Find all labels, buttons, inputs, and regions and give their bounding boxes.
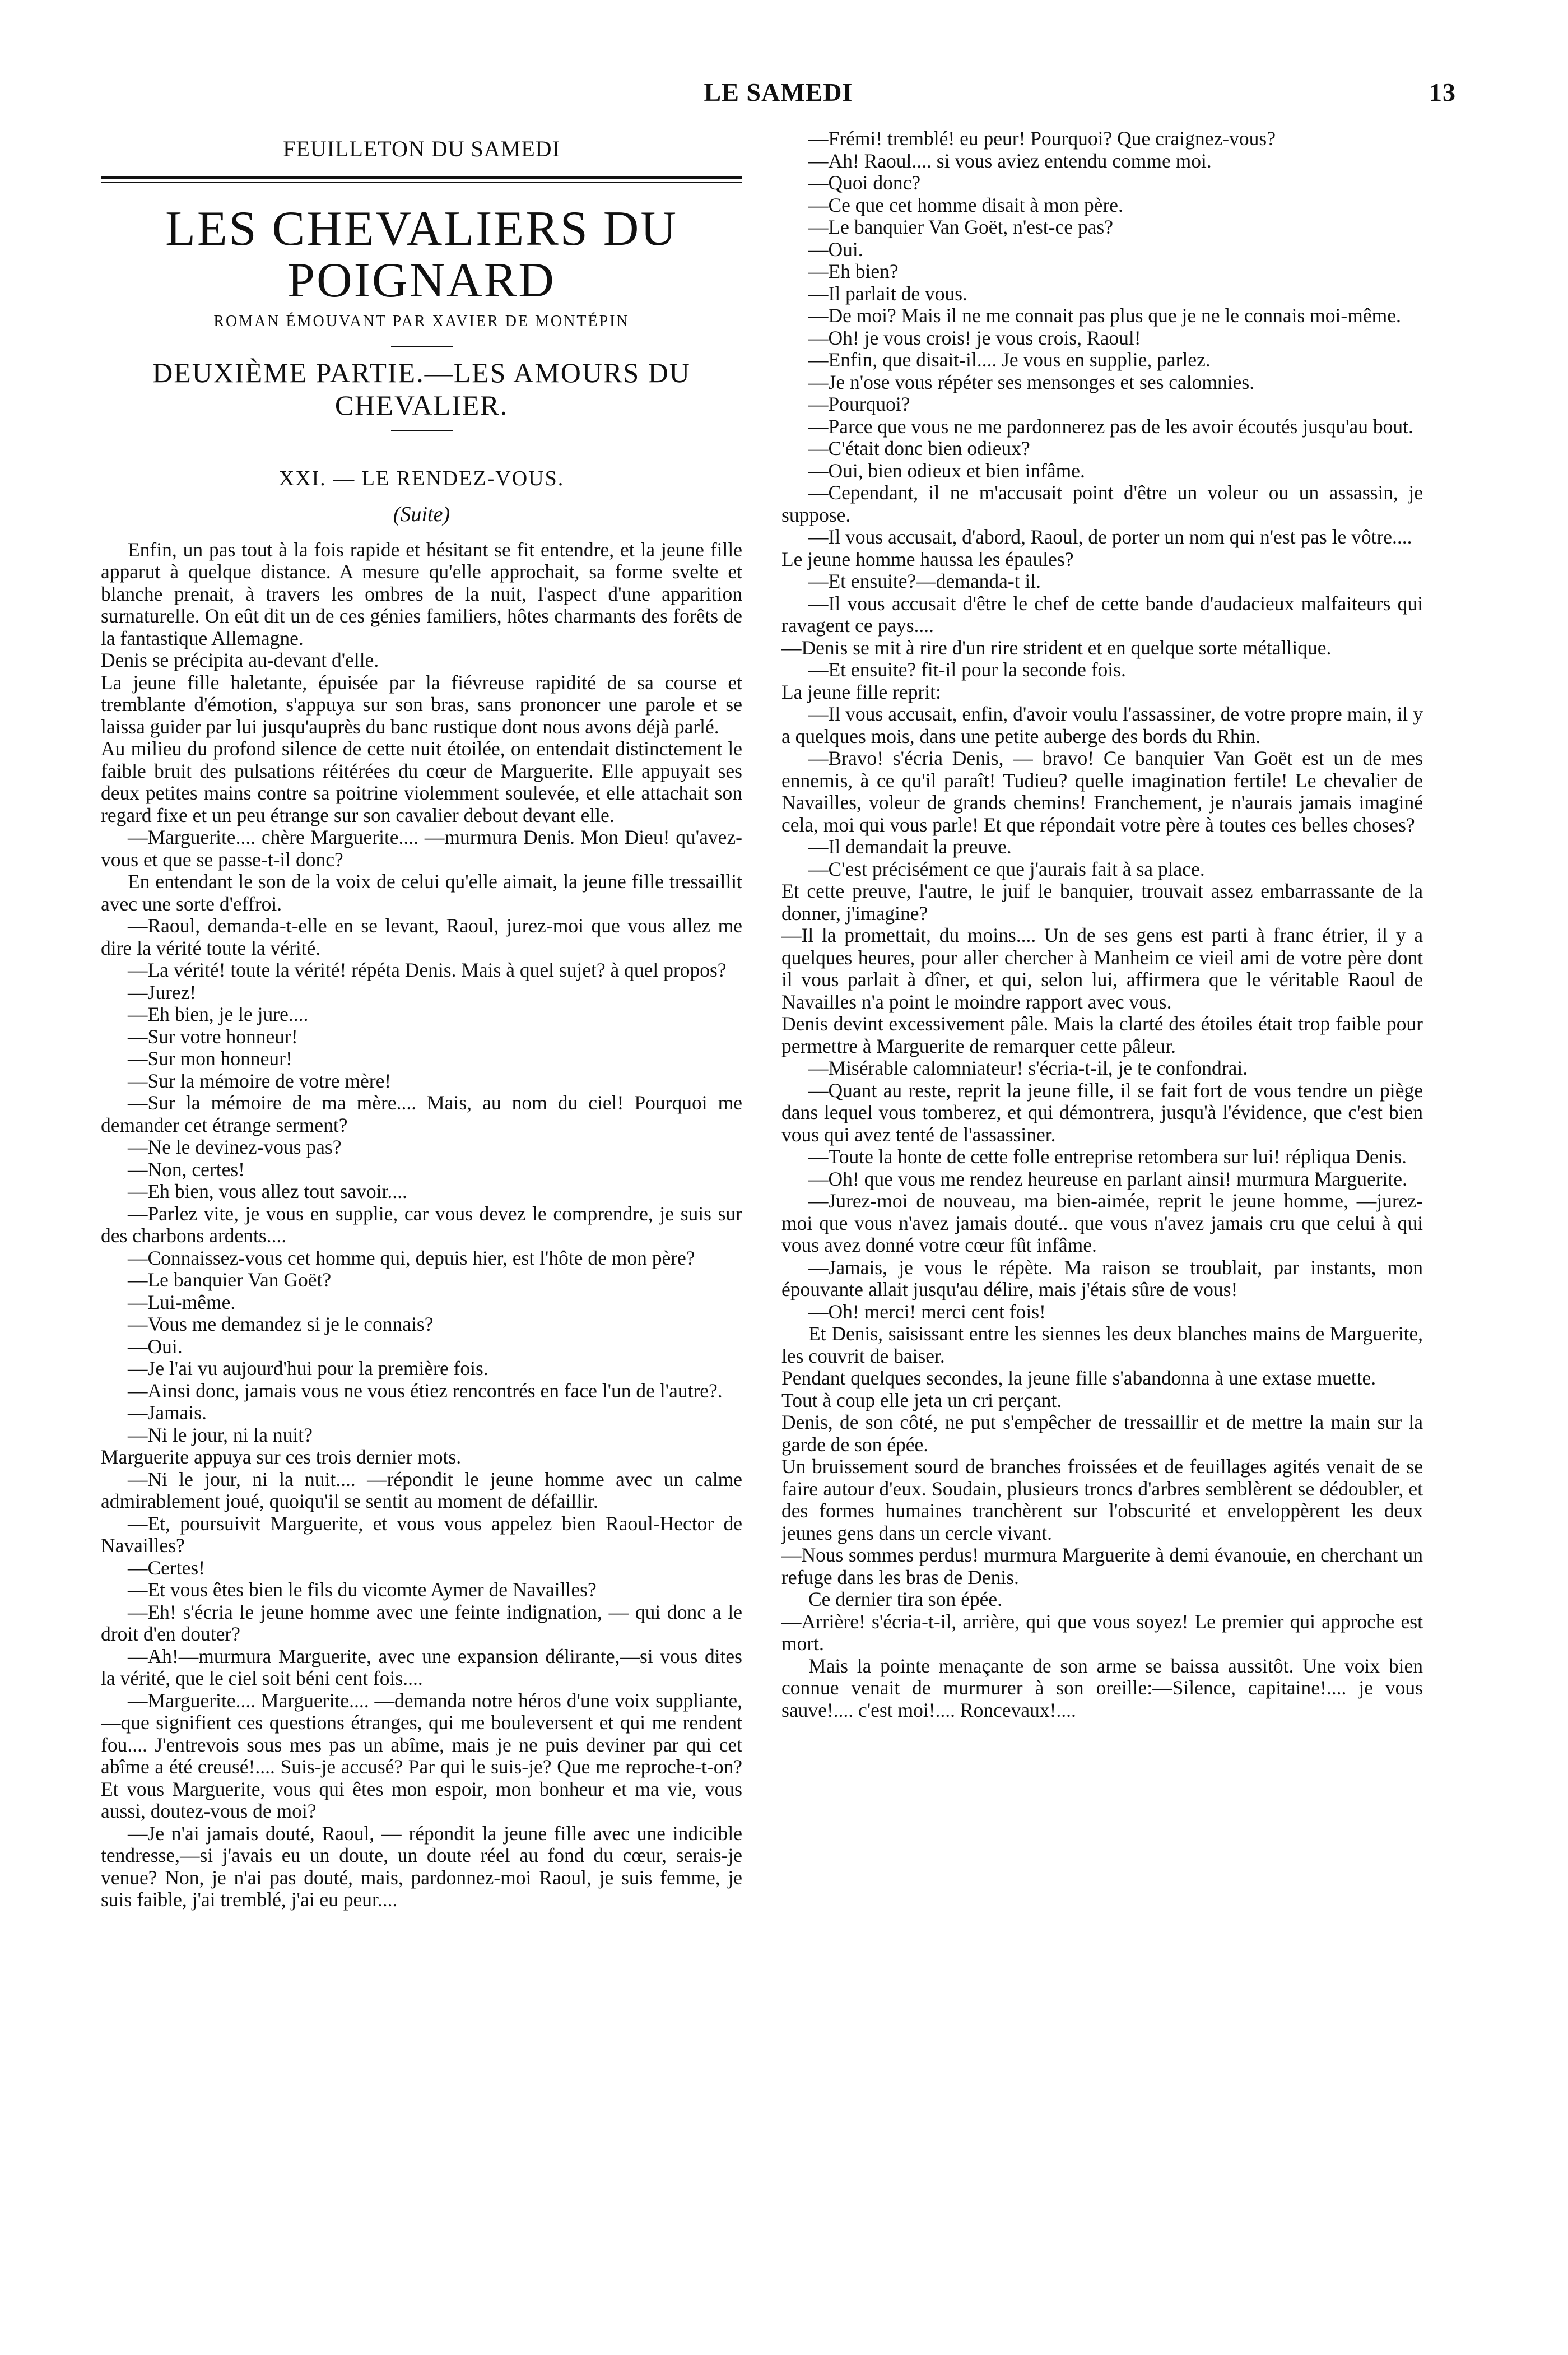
paragraph: —Il vous accusait, enfin, d'avoir voulu l'assassiner, de votre propre main, il y a quelques mois, dans une petite auberge des bords du Rhin. — [781, 703, 1423, 747]
paragraph: —Et ensuite? fit-il pour la seconde fois. — [808, 658, 1126, 681]
paragraph: —Ce que cet homme disait à mon père. — [808, 193, 1123, 216]
paragraph: —Parce que vous ne me pardonnerez pas de les avoir écoutés jusqu'au bout. — [808, 415, 1413, 438]
paragraph: —Oui. — [808, 238, 863, 261]
novel-subtitle: ROMAN ÉMOUVANT PAR XAVIER DE MONTÉPIN — [213, 312, 630, 330]
paragraph: —Ah! Raoul.... si vous aviez entendu comme moi. — [808, 149, 1212, 172]
paragraph: —Parlez vite, je vous en supplie, car vous devez le comprendre, je suis sur des charbons ardents.... — [101, 1202, 742, 1247]
right-column — [781, 128, 1423, 2285]
page-number: 13 — [1429, 78, 1456, 106]
newspaper-title: LE SAMEDI — [704, 78, 853, 106]
paragraph: —Sur la mémoire de votre mère! — [128, 1069, 392, 1092]
paragraph: —Marguerite.... Marguerite.... —demanda notre héros d'une voix suppliante,—que signifient ces questions étranges, qui me bouleversent et qui me rendent fou.... J'entrevois sous mes pas un abîme, mais je ne puis deviner par qui cet abîme a été creusé!.... Suis-je accusé? Par qui le suis-je? Que me reproche-t-on? Et vous Marguerite, vous qui êtes mon espoir, mon bonheur et ma vie, vous aussi, doutez-vous de moi? — [101, 1689, 742, 1823]
paragraph: —Eh bien? — [808, 260, 899, 282]
paragraph: —Jamais. — [128, 1401, 207, 1424]
paragraph: —Ne le devinez-vous pas? — [128, 1136, 342, 1159]
paragraph: —Nous sommes perdus! murmura Marguerite à demi évanouie, en cherchant un refuge dans les bras de Denis. — [781, 1544, 1423, 1588]
paragraph: —Oh! je vous crois! je vous crois, Raoul! — [808, 326, 1141, 349]
paragraph: —Et vous êtes bien le fils du vicomte Aymer de Navailles? — [128, 1578, 597, 1601]
paragraph: —Le banquier Van Goët? — [128, 1269, 332, 1292]
paragraph: —Bravo! s'écria Denis, — bravo! Ce banquier Van Goët est un de mes ennemis, à ce qu'il paraît! Tudieu? quelle imagination fertile! Le chevalier de Navailles, voleur de grands chemins! Franchement, je n'aurais jamais imaginé cela, moi qui vous parle! Et que répondait votre père à toutes ces belles choses? — [781, 747, 1423, 836]
paragraph: —Marguerite.... chère Marguerite.... —murmura Denis. Mon Dieu! qu'avez-vous et que se passe-t-il donc? — [101, 826, 742, 871]
paragraph: —Eh bien, je le jure.... — [128, 1003, 309, 1026]
feuilleton-heading: FEUILLETON DU SAMEDI — [283, 136, 560, 161]
paragraph: —Non, certes! — [128, 1158, 245, 1181]
paragraph: Et cette preuve, l'autre, le juif le banquier, trouvait assez embarrassante de la donner, j'imagine? — [781, 880, 1423, 925]
paragraph: —Jurez! — [128, 981, 197, 1004]
paragraph: —Quant au reste, reprit la jeune fille, il se fait fort de vous tendre un piège dans lequel vous tomberez, et qui démontrera, jusqu'à l'évidence, que c'est bien vous qui avez tenté de l'assassiner. — [781, 1079, 1423, 1146]
paragraph: —Oh! merci! merci cent fois! — [808, 1300, 1046, 1323]
paragraph: Tout à coup elle jeta un cri perçant. — [781, 1388, 1062, 1411]
paragraph: —Et, poursuivit Marguerite, et vous vous appelez bien Raoul-Hector de Navailles? — [101, 1512, 742, 1557]
paragraph: —Et ensuite?—demanda-t il. — [808, 570, 1041, 592]
paragraph: Denis, de son côté, ne put s'empêcher de tressaillir et de mettre la main sur la garde de son épée. — [781, 1411, 1423, 1456]
part-title: DEUXIÈME PARTIE.—LES AMOURS DU CHEVALIER. — [152, 356, 691, 421]
paragraph: La jeune fille haletante, épuisée par la fiévreuse rapidité de sa course et tremblante d'émotion, s'appuya sur son bras, sans prononcer une parole et se laissa guider par lui jusqu'auprès du banc rustique dont nous avons déjà parlé. — [101, 671, 742, 738]
paragraph: Au milieu du profond silence de cette nuit étoilée, on entendait distinctement le faible bruit des pulsations réitérées du cœur de Marguerite. Elle appuyait ses deux petites mains contre sa poitrine violemment soulevée, et elle attachait son regard fixe et un peu étrange sur son cavalier debout devant elle. — [101, 737, 742, 826]
left-column-text — [101, 539, 742, 1911]
paragraph: —Lui-même. — [128, 1290, 236, 1313]
right-column-text — [781, 128, 1423, 1721]
running-head — [101, 77, 1456, 117]
paragraph: —Jurez-moi de nouveau, ma bien-aimée, reprit le jeune homme, —jurez-moi que vous n'avez jamais douté.. que vous n'avez jamais cru que celui à qui vous avez donné votre cœur fût infâme. — [781, 1190, 1423, 1256]
paragraph: —La vérité! toute la vérité! répéta Denis. Mais à quel sujet? à quel propos? — [128, 959, 727, 982]
paragraph: —Ni le jour, ni la nuit? — [128, 1423, 313, 1446]
paragraph: —Vous me demandez si je le connais? — [128, 1313, 434, 1336]
paragraph: Enfin, un pas tout à la fois rapide et hésitant se fit entendre, et la jeune fille apparut à quelque distance. A mesure qu'elle approchait, sa forme svelte et blanche prenait, à travers les ombres de la nuit, l'aspect d'une apparition surnaturelle. On eût dit un de ces génies familiers, hôtes charmants des forêts de la fantastique Allemagne. — [101, 538, 742, 649]
paragraph: —Quoi donc? — [808, 171, 921, 194]
paragraph: —Toute la honte de cette folle entreprise retombera sur lui! répliqua Denis. — [808, 1145, 1407, 1168]
paragraph: —Misérable calomniateur! s'écria-t-il, je te confondrai. — [808, 1057, 1248, 1079]
novel-title: LES CHEVALIERS DU POIGNARD — [165, 202, 678, 308]
paragraph: —Jamais, je vous le répète. Ma raison se troublait, par instants, mon épouvante allait jusqu'au délire, mais j'étais sûre de vous! — [781, 1256, 1423, 1300]
paragraph: —Pourquoi? — [808, 393, 910, 415]
paragraph: —Raoul, demanda-t-elle en se levant, Raoul, jurez-moi que vous allez me dire la vérité toute la vérité. — [101, 914, 742, 959]
paragraph: —Cependant, il ne m'accusait point d'être un voleur ou un assassin, je suppose. — [781, 481, 1423, 526]
paragraph: Marguerite appuya sur ces trois dernier mots. — [101, 1446, 462, 1469]
paragraph: —Il vous accusait d'être le chef de cette bande d'audacieux malfaiteurs qui ravagent ce pays.... — [781, 592, 1423, 637]
paragraph: —Sur mon honneur! — [128, 1047, 292, 1070]
suite-label: (Suite) — [393, 502, 450, 526]
paragraph: —Certes! — [128, 1556, 206, 1579]
paragraph: —Eh bien, vous allez tout savoir.... — [128, 1180, 407, 1203]
heading-rule — [101, 176, 742, 179]
paragraph: —Oui, bien odieux et bien infâme. — [808, 459, 1085, 482]
paragraph: —Il parlait de vous. — [808, 282, 967, 305]
left-column — [101, 128, 742, 2285]
paragraph: —Il la promettait, du moins.... Un de ses gens est parti à franc étrier, il y a quelques heures, pour aller chercher à Manheim ce vieil ami de votre père dont il vous parlait à dîner, et qui, selon lui, affirmera que le véritable Raoul de Navailles n'a point le moindre rapport avec vous. — [781, 924, 1423, 1013]
heading-rule-thin — [101, 182, 742, 183]
paragraph: —C'était donc bien odieux? — [808, 437, 1030, 459]
paragraph: —Denis se mit à rire d'un rire strident et en quelque sorte métallique. — [781, 636, 1332, 659]
paragraph: Et Denis, saisissant entre les siennes les deux blanches mains de Marguerite, les couvrit de baiser. — [781, 1322, 1423, 1367]
paragraph: Pendant quelques secondes, la jeune fille s'abandonna à une extase muette. — [781, 1367, 1376, 1389]
paragraph: —Je n'ose vous répéter ses mensonges et ses calomnies. — [808, 370, 1255, 393]
paragraph: La jeune fille reprit: — [781, 680, 941, 703]
paragraph: —Enfin, que disait-il.... Je vous en supplie, parlez. — [808, 349, 1211, 371]
paragraph: —Oh! que vous me rendez heureuse en parlant ainsi! murmura Marguerite. — [808, 1167, 1407, 1190]
paragraph: Denis se précipita au-devant d'elle. — [101, 649, 379, 672]
paragraph: Denis devint excessivement pâle. Mais la clarté des étoiles était trop faible pour permettre à Marguerite de remarquer cette pâleur. — [781, 1012, 1423, 1057]
paragraph: Mais la pointe menaçante de son arme se baissa aussitôt. Une voix bien connue venait de murmurer à son oreille:—Silence, capitaine!.... je vous sauve!.... c'est moi!.... Roncevaux!.... — [781, 1654, 1423, 1721]
paragraph: Ce dernier tira son épée. — [808, 1588, 1002, 1610]
paragraph: —C'est précisément ce que j'aurais fait à sa place. — [808, 857, 1205, 880]
paragraph: —De moi? Mais il ne me connait pas plus que je ne le connais moi-même. — [808, 304, 1401, 327]
divider — [391, 430, 453, 431]
paragraph: —Sur la mémoire de ma mère.... Mais, au nom du ciel! Pourquoi me demander cet étrange serment? — [101, 1091, 742, 1136]
paragraph: —Il demandait la preuve. — [808, 835, 1012, 858]
paragraph: En entendant le son de la voix de celui qu'elle aimait, la jeune fille tressaillit avec une sorte d'effroi. — [101, 870, 742, 915]
divider — [391, 346, 453, 347]
paragraph: Le jeune homme haussa les épaules? — [781, 547, 1074, 570]
paragraph: —Je l'ai vu aujourd'hui pour la première fois. — [128, 1357, 488, 1380]
paragraph: —Le banquier Van Goët, n'est-ce pas? — [808, 216, 1113, 238]
paragraph: —Ni le jour, ni la nuit.... —répondit le jeune homme avec un calme admirablement joué, quoiqu'il se sentit au moment de défaillir. — [101, 1467, 742, 1513]
paragraph: —Arrière! s'écria-t-il, arrière, qui que vous soyez! Le premier qui approche est mort. — [781, 1610, 1423, 1655]
paragraph: —Oui. — [128, 1335, 183, 1358]
paragraph: —Ainsi donc, jamais vous ne vous étiez rencontrés en face l'un de l'autre?. — [128, 1379, 723, 1402]
paragraph: —Frémi! tremblé! eu peur! Pourquoi? Que craignez-vous? — [808, 128, 1276, 150]
paragraph: Un bruissement sourd de branches froissées et de feuillages agités venait de se faire autour d'eux. Soudain, plusieurs troncs d'arbres semblèrent se dédoubler, et des formes humaines tranchèrent sur l'obscurité et enveloppèrent les deux jeunes gens dans un cercle vivant. — [781, 1455, 1423, 1544]
paragraph: —Eh! s'écria le jeune homme avec une feinte indignation, — qui donc a le droit d'en douter? — [101, 1600, 742, 1646]
paragraph: —Je n'ai jamais douté, Raoul, — répondit la jeune fille avec une indicible tendresse,—si j'avais eu un doute, un doute réel au fond du cœur, serais-je venue? Non, je n'ai pas douté, mais, pardonnez-moi Raoul, je suis femme, je suis faible, j'ai tremblé, j'ai eu peur.... — [101, 1822, 742, 1911]
paragraph: —Sur votre honneur! — [128, 1025, 298, 1048]
paragraph: —Ah!—murmura Marguerite, avec une expansion délirante,—si vous dites la vérité, que le ciel soit béni cent fois.... — [101, 1645, 742, 1690]
paragraph: —Il vous accusait, d'abord, Raoul, de porter un nom qui n'est pas le vôtre.... — [808, 526, 1412, 548]
chapter-title: XXI. — LE RENDEZ-VOUS. — [278, 466, 565, 490]
paragraph: —Connaissez-vous cet homme qui, depuis hier, est l'hôte de mon père? — [128, 1246, 695, 1269]
